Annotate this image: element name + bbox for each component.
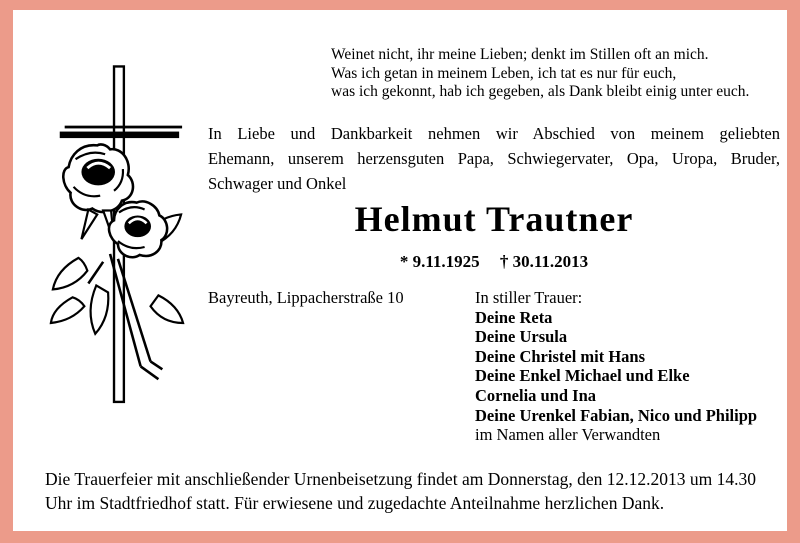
rose-blossom-lower [109, 201, 167, 257]
mourner-name: Deine Ursula [475, 327, 568, 347]
rose-cross-artwork [41, 62, 189, 434]
cross-horizontal-bar [60, 132, 179, 139]
funeral-info [45, 467, 785, 515]
mourners-closing: im Namen aller Verwandten [475, 425, 661, 445]
death-date: † 30.11.2013 [499, 252, 589, 271]
rose-cross-illustration [41, 62, 189, 434]
poem-line: Weinet nicht, ihr meine Lieben; denkt im Stillen oft an mich. [331, 46, 709, 63]
mourner-name: Deine Reta [475, 307, 553, 327]
mourner-name: Deine Enkel Michael und Elke [475, 366, 690, 386]
funeral-info-line: Die Trauerfeier mit anschließender Urnenbeisetzung findet am Donnerstag, den 12.12.2013 um 14.30 [45, 469, 756, 489]
memorial-poem [331, 46, 749, 102]
intro-paragraph [208, 121, 780, 196]
mourner-name: Cornelia und Ina [475, 385, 597, 405]
intro-line: Schwager und Onkel [208, 174, 347, 193]
funeral-info-line: Uhr im Stadtfriedhof statt. Für erwiesene und zugedachte Anteilnahme herzlichen Dank. [45, 493, 665, 513]
mourners-heading: In stiller Trauer: [475, 288, 583, 307]
poem-line: Was ich getan in meinem Leben, ich tat es nur für euch, [331, 64, 677, 82]
mourners-block [475, 288, 757, 445]
deceased-name: Helmut Trautner [354, 199, 634, 239]
mourner-name: Deine Urenkel Fabian, Nico und Philipp [475, 405, 758, 425]
address-line: Bayreuth, Lippacherstraße 10 [208, 288, 404, 307]
birth-date: * 9.11.1925 [399, 252, 480, 271]
mourner-name: Deine Christel mit Hans [475, 346, 646, 366]
intro-line: In Liebe und Dankbarkeit nehmen wir Abschied von meinem geliebten [208, 124, 780, 143]
intro-line: Ehemann, unserem herzensguten Papa, Schwiegervater, Opa, Uropa, Bruder, [208, 149, 780, 168]
cross-horizontal-line [65, 126, 182, 129]
poem-line: was ich gekonnt, hab ich gegeben, als Dank bleibt einig unter euch. [331, 83, 750, 101]
life-dates [208, 252, 780, 272]
